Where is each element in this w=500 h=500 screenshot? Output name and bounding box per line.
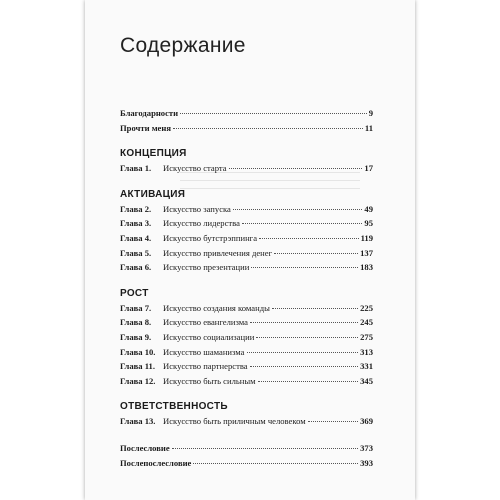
- chapter-title: Искусство шаманизма: [163, 346, 245, 357]
- dot-leader: [173, 128, 363, 129]
- chapter-title: Искусство старта: [163, 163, 227, 174]
- page-number: 137: [360, 247, 373, 258]
- section-heading: РОСТ: [120, 287, 149, 299]
- chapter-title: Искусство привлечения денег: [163, 247, 273, 258]
- chapter-entry: [120, 202, 373, 217]
- chapter-title: Искусство партнерства: [163, 361, 248, 372]
- page-number: 373: [360, 442, 373, 453]
- entry-label: Послепослесловие: [120, 457, 192, 468]
- dot-leader: [180, 113, 367, 114]
- chapter-entry: [120, 231, 373, 246]
- dot-leader: [250, 322, 358, 323]
- chapter-title: Искусство создания команды: [163, 302, 270, 313]
- chapter-entry: [120, 414, 373, 429]
- page-number: 345: [360, 375, 373, 386]
- dot-leader: [251, 267, 358, 268]
- dot-leader: [242, 223, 363, 224]
- page-number: 49: [364, 203, 373, 214]
- page-number: 313: [360, 346, 373, 357]
- chapter-number: Глава 11.: [120, 361, 155, 372]
- chapter-number: Глава 9.: [120, 331, 152, 342]
- dot-leader: [193, 463, 358, 464]
- chapter-number: Глава 6.: [120, 262, 152, 273]
- dot-leader: [274, 253, 358, 254]
- dot-leader: [233, 209, 363, 210]
- section-heading: КОНЦЕПЦИЯ: [120, 148, 187, 160]
- chapter-number: Глава 4.: [120, 232, 152, 243]
- dot-leader: [172, 448, 358, 449]
- chapter-number: Глава 12.: [120, 375, 156, 386]
- dot-leader: [258, 381, 359, 382]
- chapter-entry: [120, 161, 373, 176]
- page-number: 95: [364, 218, 373, 229]
- chapter-entry: [120, 246, 373, 261]
- chapter-entry: [120, 374, 373, 389]
- table-of-contents: [120, 106, 373, 470]
- chapter-number: Глава 3.: [120, 218, 152, 229]
- section-heading: АКТИВАЦИЯ: [120, 188, 186, 200]
- chapter-entry: [120, 359, 373, 374]
- back-matter-entry: [120, 441, 373, 456]
- chapter-number: Глава 10.: [120, 346, 156, 357]
- chapter-entry: [120, 216, 373, 231]
- page-number: 183: [360, 262, 373, 273]
- chapter-entry: [120, 260, 373, 275]
- entry-label: Послесловие: [120, 442, 170, 453]
- chapter-title: Искусство лидерства: [163, 218, 240, 229]
- dot-leader: [272, 308, 358, 309]
- section-heading: ОТВЕТСТВЕННОСТЬ: [120, 401, 228, 413]
- page-number: 225: [360, 302, 373, 313]
- chapter-title: Искусство быть приличным человеком: [163, 416, 306, 427]
- page-number: 119: [360, 232, 373, 243]
- dot-leader: [256, 337, 358, 338]
- dot-leader: [259, 238, 359, 239]
- page-number: 331: [360, 361, 373, 372]
- chapter-title: Искусство бутстрэппинга: [163, 232, 258, 243]
- chapter-entry: [120, 315, 373, 330]
- chapter-title: Искусство запуска: [163, 203, 231, 214]
- page-number: 369: [360, 416, 373, 427]
- dot-leader: [308, 421, 358, 422]
- chapter-entry: [120, 345, 373, 360]
- dot-leader: [247, 352, 359, 353]
- chapter-number: Глава 7.: [120, 302, 152, 313]
- entry-label: Благодарности: [120, 108, 179, 118]
- chapter-number: Глава 13.: [120, 416, 156, 427]
- chapter-number: Глава 5.: [120, 247, 152, 258]
- front-matter-entry: [120, 121, 373, 136]
- chapter-title: Искусство презентации: [163, 262, 250, 273]
- chapter-number: Глава 8.: [120, 317, 152, 328]
- dot-leader: [229, 168, 363, 169]
- dot-leader: [250, 366, 359, 367]
- chapter-title: Искусство социализации: [163, 331, 255, 342]
- page-title: Содержание: [120, 34, 246, 57]
- page-number: 275: [360, 331, 373, 342]
- chapter-entry: [120, 301, 373, 316]
- chapter-number: Глава 1.: [120, 163, 152, 174]
- chapter-title: Искусство евангелизма: [163, 317, 248, 328]
- page-number: 245: [360, 317, 373, 328]
- page-number: 17: [364, 163, 373, 174]
- back-matter-entry: [120, 456, 373, 471]
- chapter-entry: [120, 330, 373, 345]
- chapter-title: Искусство быть сильным: [163, 375, 256, 386]
- page-number: 9: [368, 108, 373, 118]
- front-matter-entry: [120, 106, 373, 121]
- page-number: 11: [364, 122, 373, 133]
- page-number: 393: [360, 457, 373, 468]
- entry-label: Прочти меня: [120, 122, 171, 133]
- chapter-number: Глава 2.: [120, 203, 152, 214]
